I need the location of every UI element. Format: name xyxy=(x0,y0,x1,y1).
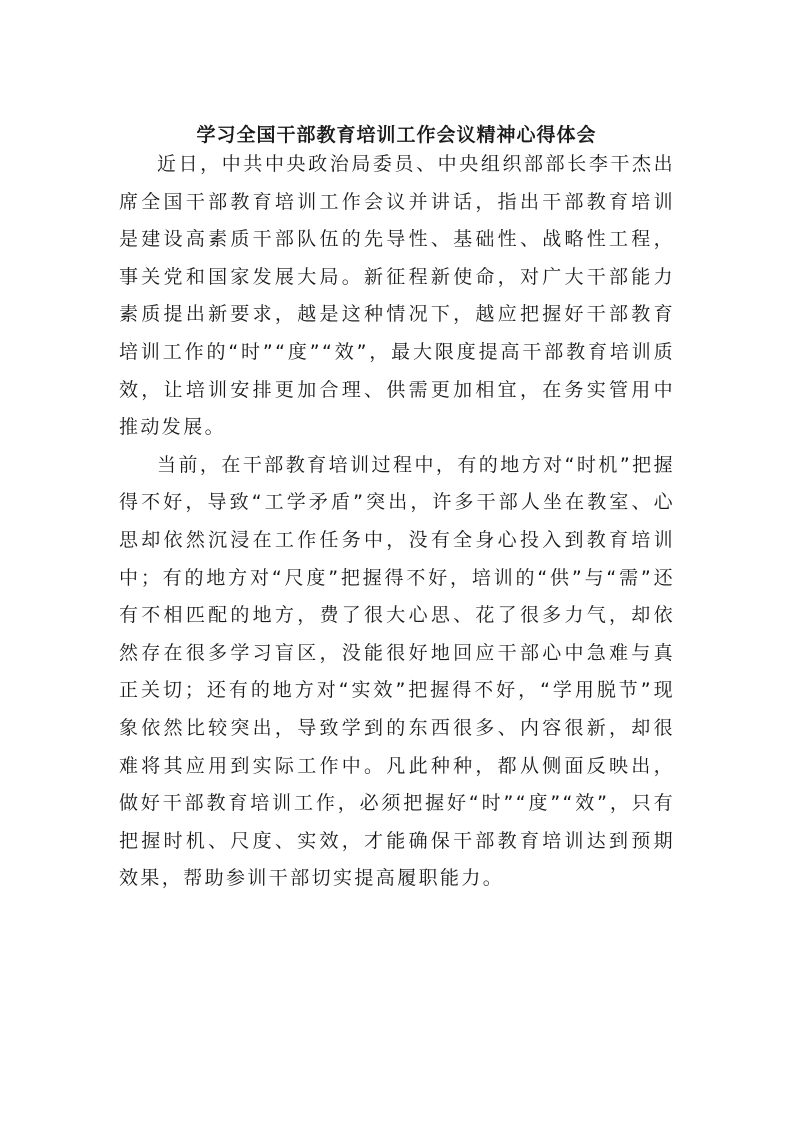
paragraph-1: 近日，中共中央政治局委员、中央组织部部长李干杰出席全国干部教育培训工作会议并讲话，指出干部教育培训是建设高素质干部队伍的先导性、基础性、战略性工程，事关党和国家发展大局。新征程新使命，对广大干部能力素质提出新要求，越是这种情况下，越应把握好干部教育培训工作的“时”“度”“效”，最大限度提高干部教育培训质效，让培训安排更加合理、供需更加相宜，在务实管用中推动发展。 xyxy=(119,153,675,439)
paragraph-2: 当前，在干部教育培训过程中，有的地方对“时机”把握得不好，导致“工学矛盾”突出，许多干部人坐在教室、心思却依然沉浸在工作任务中，没有全身心投入到教育培训中；有的地方对“尺度”把握得不好，培训的“供”与“需”还有不相匹配的地方，费了很大心思、花了很多力气，却依然存在很多学习盲区，没能很好地回应干部心中急难与真正关切；还有的地方对“实效”把握得不好，“学用脱节”现象依然比较突出，导致学到的东西很多、内容很新，却很难将其应用到实际工作中。凡此种种，都从侧面反映出，做好干部教育培训工作，必须把握好“时”“度”“效”，只有把握时机、尺度、实效，才能确保干部教育培训达到预期效果，帮助参训干部切实提高履职能力。 xyxy=(119,453,675,890)
document-title: 学习全国干部教育培训工作会议精神心得体会 xyxy=(196,124,597,146)
document-body xyxy=(119,146,675,898)
